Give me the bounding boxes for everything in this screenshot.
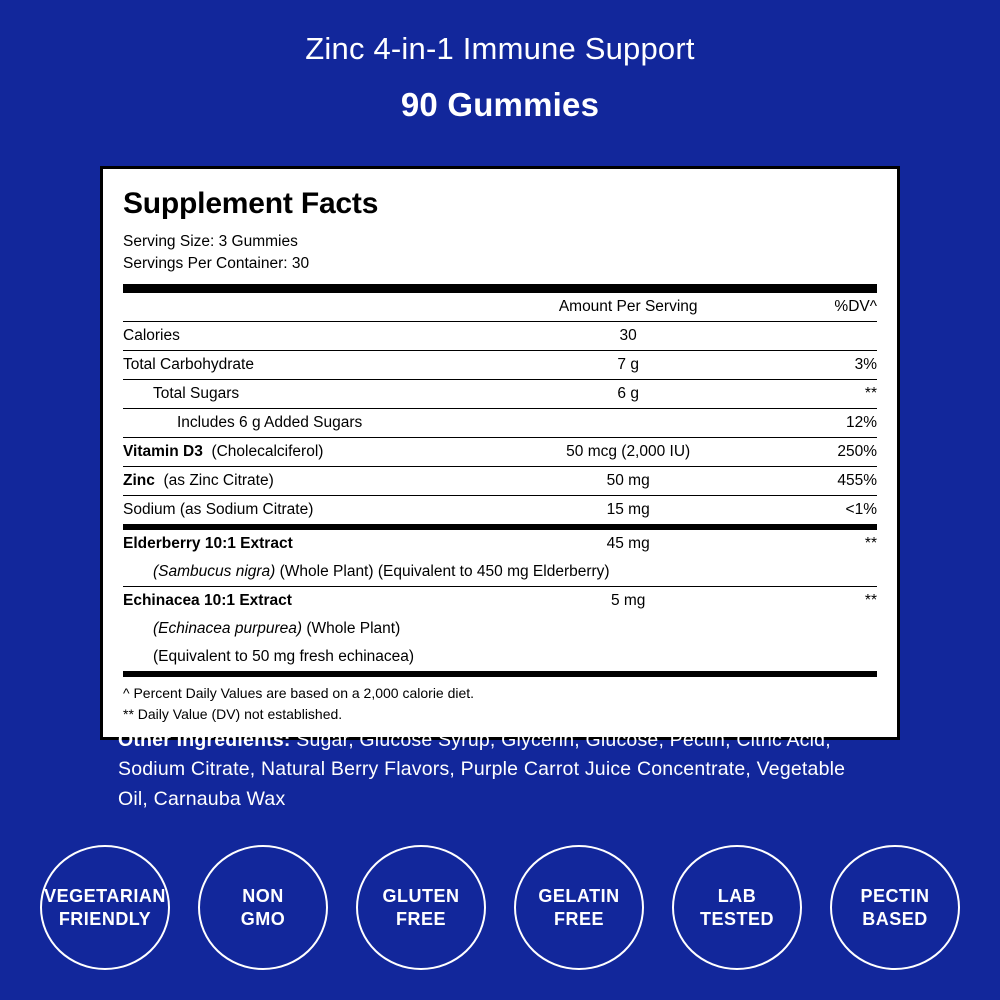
botanical-detail xyxy=(123,615,877,643)
divider-thick-top xyxy=(123,284,877,293)
nutrient-name xyxy=(123,437,515,466)
nutrient-name-bold: Vitamin D3 xyxy=(123,442,203,460)
footnotes xyxy=(123,677,877,725)
botanical-name: Echinacea 10:1 Extract xyxy=(123,591,292,609)
badge-row xyxy=(40,845,960,970)
table-row xyxy=(123,408,877,437)
botanical-amount: 45 mg xyxy=(606,534,650,552)
header-daily-value: %DV^ xyxy=(741,293,877,322)
nutrient-amount: 7 g xyxy=(515,350,741,379)
table-row-detail xyxy=(123,615,877,643)
badge-line-2: GMO xyxy=(240,908,286,929)
servings-per-container: Servings Per Container: 30 xyxy=(123,255,310,273)
nutrient-dv: 3% xyxy=(741,350,877,379)
count-subtitle: 90 Gummies xyxy=(400,86,600,124)
table-row xyxy=(123,379,877,408)
nutrient-amount: 6 g xyxy=(515,379,741,408)
table-row xyxy=(123,530,877,558)
serving-size: Serving Size: 3 Gummies xyxy=(123,233,298,250)
nutrient-dv: 455% xyxy=(741,466,877,495)
badge-lab-tested xyxy=(672,845,802,970)
badge-line-2: FREE xyxy=(395,908,446,929)
table-row-detail xyxy=(123,643,877,671)
botanical-latin-name: (Echinacea purpurea) xyxy=(153,619,303,637)
table-row xyxy=(123,321,877,350)
botanical-latin-name: (Sambucus nigra) xyxy=(153,562,276,580)
nutrient-dv: <1% xyxy=(845,500,877,518)
badge-line-1: PECTIN xyxy=(860,886,930,906)
badge-line-1: LAB xyxy=(717,886,757,906)
nutrient-dv: 12% xyxy=(741,408,877,437)
badge-non-gmo xyxy=(198,845,328,970)
badge-line-1: GELATIN xyxy=(538,886,620,906)
nutrient-dv: 250% xyxy=(741,437,877,466)
badge-line-2: BASED xyxy=(862,908,928,929)
footnote-daily-values: ^ Percent Daily Values are based on a 2,000 calorie diet. xyxy=(123,684,475,701)
table-row xyxy=(123,495,877,524)
other-ingredients xyxy=(118,726,878,814)
nutrient-name: Total Sugars xyxy=(123,379,515,408)
footnote-dv-not-established: ** Daily Value (DV) not established. xyxy=(123,705,343,722)
botanical-detail-rest: (Whole Plant) (Equivalent to 450 mg Elderberry) xyxy=(275,562,610,580)
badge-line-2: TESTED xyxy=(699,908,774,929)
table-header-row xyxy=(123,293,877,322)
table-row xyxy=(123,350,877,379)
nutrient-amount: 50 mg xyxy=(515,466,741,495)
nutrition-table-body xyxy=(123,293,877,524)
nutrient-name-sub: (as Zinc Citrate) xyxy=(163,471,274,489)
botanical-detail-line2: (Equivalent to 50 mg fresh echinacea) xyxy=(153,647,415,665)
header xyxy=(0,0,1000,124)
header-amount-per-serving: Amount Per Serving xyxy=(515,293,741,322)
botanical-dv: ** xyxy=(864,591,877,609)
header-blank xyxy=(123,293,515,322)
nutrient-name xyxy=(123,466,515,495)
nutrient-amount: 50 mcg (2,000 IU) xyxy=(515,437,741,466)
nutrient-amount xyxy=(515,408,741,437)
nutrient-name: Total Carbohydrate xyxy=(123,350,515,379)
table-row-detail xyxy=(123,558,877,587)
botanical-name: Elderberry 10:1 Extract xyxy=(123,534,293,552)
nutrient-amount: 15 mg xyxy=(606,500,650,518)
nutrition-table xyxy=(123,293,877,524)
badge-line-1: NON xyxy=(242,886,284,906)
badge-vegetarian-friendly xyxy=(40,845,170,970)
supplement-facts-title: Supplement Facts xyxy=(123,187,379,220)
nutrient-name: Includes 6 g Added Sugars xyxy=(123,408,515,437)
table-row xyxy=(123,586,877,615)
botanicals-table xyxy=(123,530,877,671)
badge-gelatin-free xyxy=(514,845,644,970)
page-title: Zinc 4-in-1 Immune Support xyxy=(305,31,695,66)
botanical-dv: ** xyxy=(864,534,877,552)
nutrient-dv xyxy=(741,321,877,350)
botanicals-table-body xyxy=(123,530,877,671)
other-ingredients-label: Other Ingredients: xyxy=(118,729,291,751)
badge-gluten-free xyxy=(356,845,486,970)
badge-pectin-based xyxy=(830,845,960,970)
table-row xyxy=(123,466,877,495)
nutrient-name-sub: (Cholecalciferol) xyxy=(211,442,324,460)
nutrient-dv: ** xyxy=(741,379,877,408)
badge-line-1: VEGETARIAN xyxy=(44,886,166,906)
botanical-amount: 5 mg xyxy=(610,591,646,609)
botanical-detail-rest: (Whole Plant) xyxy=(302,619,401,637)
badge-line-2: FREE xyxy=(553,908,604,929)
badge-line-1: GLUTEN xyxy=(382,886,460,906)
botanical-detail xyxy=(123,558,877,587)
supplement-facts-panel xyxy=(100,166,900,740)
table-row xyxy=(123,437,877,466)
badge-line-2: FRIENDLY xyxy=(58,908,152,929)
nutrient-name-bold: Zinc xyxy=(123,471,155,489)
nutrient-amount: 30 xyxy=(515,321,741,350)
nutrient-name: Calories xyxy=(123,321,515,350)
other-ingredients-text: Sugar, Glucose Syrup, Glycerin, Glucose, Pectin, Citric Acid, Sodium Citrate, Natural Berry Flavors, Purple Carrot Juice Concentrate, Vegetable Oil, Carnauba Wax xyxy=(118,729,846,810)
nutrient-name: Sodium (as Sodium Citrate) xyxy=(123,500,314,518)
